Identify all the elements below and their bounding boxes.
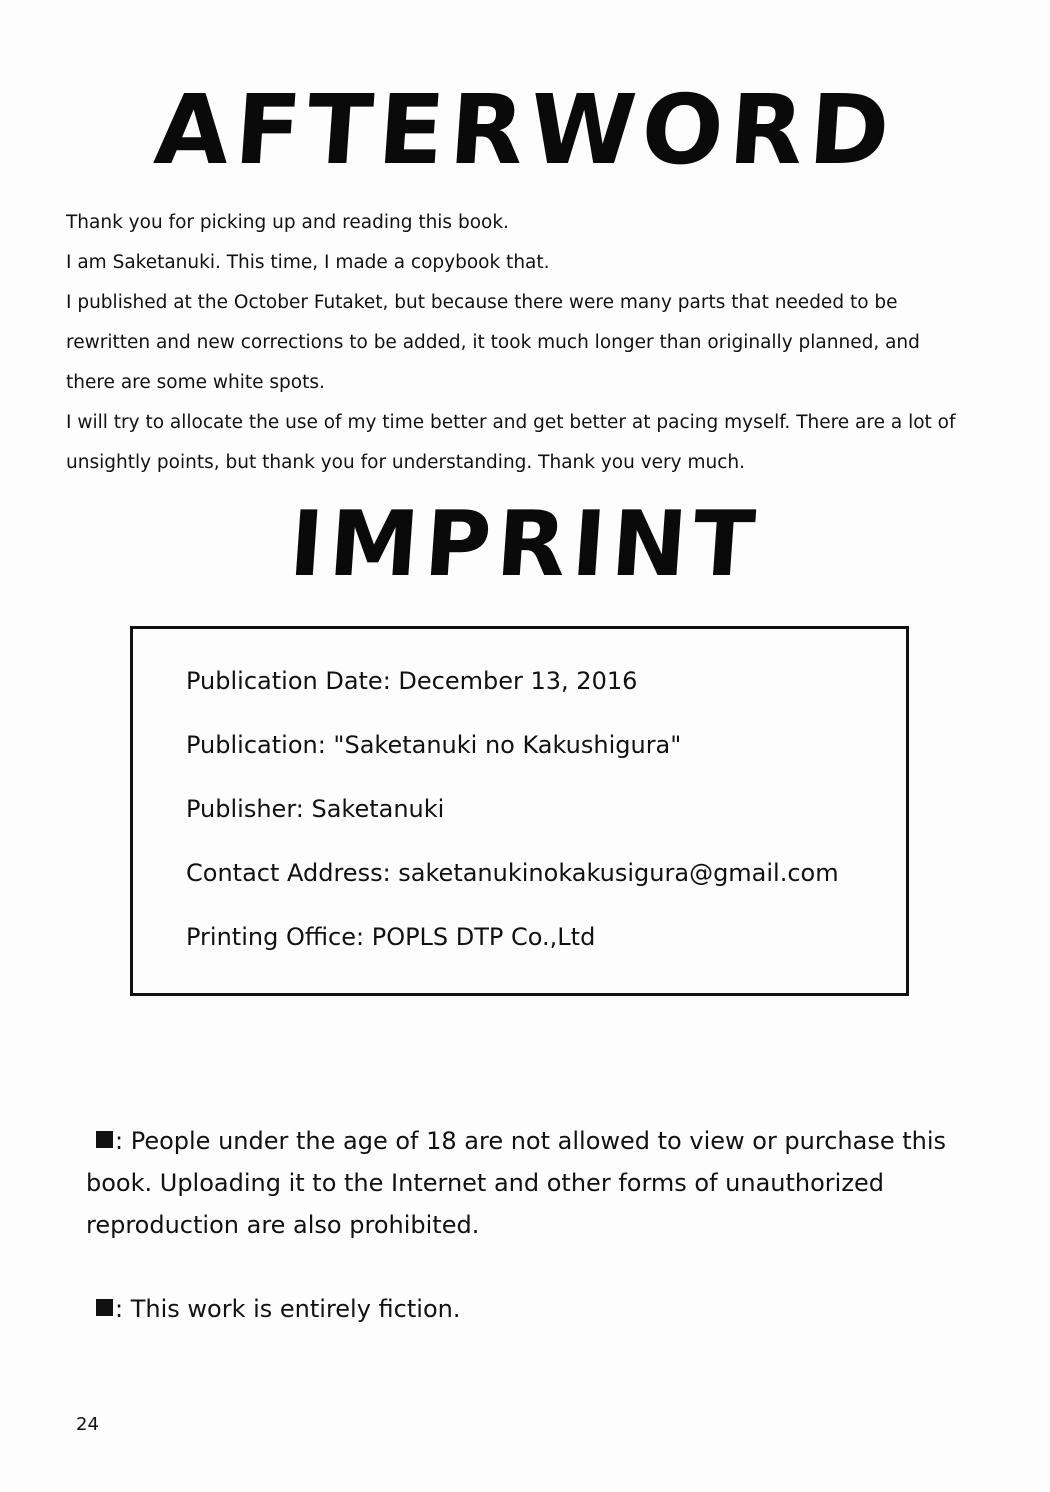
afterword-title: AFTERWORD [151, 74, 899, 186]
afterword-line: there are some white spots. [66, 372, 325, 393]
imprint-title: IMPRINT [286, 492, 764, 597]
afterword-line: Thank you for picking up and reading this book. [66, 212, 509, 233]
afterword-line: I am Saketanuki. This time, I made a copybook that. [66, 252, 550, 273]
publication-name: Publication: "Saketanuki no Kakushigura" [186, 731, 682, 759]
publisher: Publisher: Saketanuki [186, 795, 445, 823]
fiction-text: : This work is entirely fiction. [115, 1295, 461, 1323]
afterword-line: I published at the October Futaket, but because there were many parts that needed to be [66, 292, 898, 313]
publication-date: Publication Date: December 13, 2016 [186, 667, 638, 695]
afterword-line: unsightly points, but thank you for understanding. Thank you very much. [66, 452, 746, 473]
page-number: 24 [76, 1414, 99, 1435]
imprint-box [130, 626, 909, 996]
age-restriction-text: : People under the age of 18 are not allowed to view or purchase this book. Uploading it to the Internet and other forms of unauthorized reproduction are also prohibited. [86, 1127, 947, 1239]
square-bullet-icon [96, 1131, 113, 1148]
afterword-line: rewritten and new corrections to be added, it took much longer than originally planned, and [66, 332, 920, 353]
square-bullet-icon [96, 1299, 113, 1316]
age-restriction-notice [86, 1120, 986, 1246]
fiction-notice [86, 1288, 986, 1330]
contact-address: Contact Address: saketanukinokakusigura@gmail.com [186, 859, 839, 887]
printing-office: Printing Office: POPLS DTP Co.,Ltd [186, 923, 596, 951]
afterword-body [66, 203, 996, 483]
afterword-line: I will try to allocate the use of my time better and get better at pacing myself. There are a lot of [66, 412, 956, 433]
